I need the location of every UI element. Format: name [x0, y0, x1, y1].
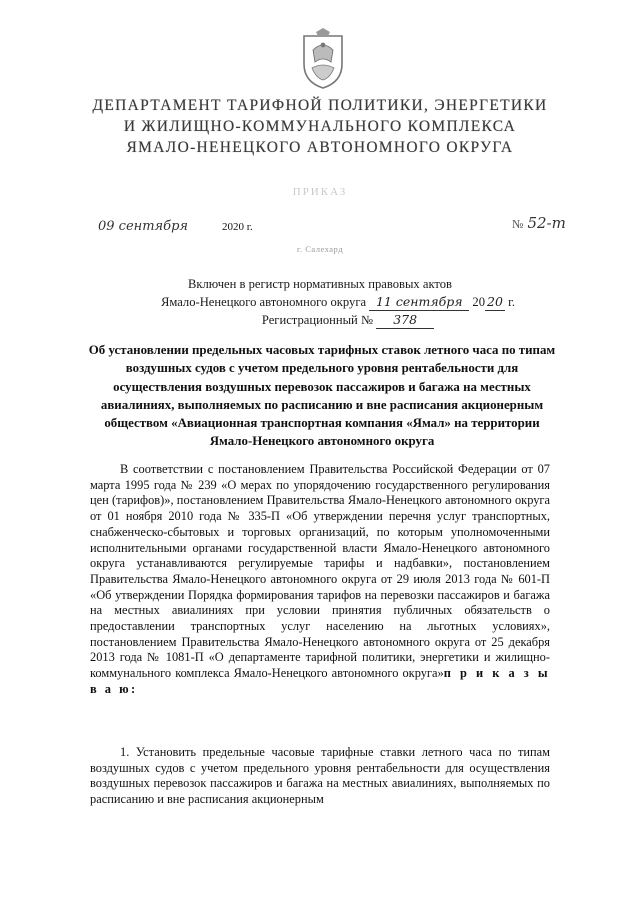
registration-number-label: Регистрационный № — [261, 313, 373, 327]
registration-line-2-text: Ямало-Ненецкого автономного округа — [160, 295, 367, 309]
registration-year-prefix: 20 — [472, 295, 485, 309]
order-number — [512, 214, 566, 232]
org-name-line-3: ЯМАЛО-НЕНЕЦКОГО АВТОНОМНОГО ОКРУГА — [126, 139, 514, 156]
clause-1-paragraph: 1. Установить предельные часовые тарифные ставки летного часа по типам воздушных судов с учетом предельного уровня рентабельности для осуществления воздушных перевозок пассажиров и багажа на местных авиалиниях, выполняемых по расписанию и вне расписания акционерным — [90, 745, 550, 807]
registration-line-2 — [18, 294, 640, 311]
registration-date-handwritten: 11 сентября — [375, 294, 463, 309]
registration-year-suffix: г. — [508, 295, 516, 309]
order-number-handwritten: 52-т — [527, 214, 566, 232]
order-word: п р и к а з ы в а ю: — [90, 666, 550, 696]
order-number-label: № — [512, 217, 524, 231]
registration-number-handwritten: 378 — [393, 312, 418, 327]
document-type: ПРИКАЗ — [292, 186, 348, 198]
order-date — [98, 218, 253, 234]
order-date-handwritten: 09 сентября — [98, 219, 189, 234]
registration-year-handwritten: 20 — [487, 294, 503, 309]
coat-of-arms-emblem — [300, 28, 346, 90]
preamble-paragraph — [90, 462, 550, 698]
document-title: Об установлении предельных часовых тарифных ставок летного часа по типам воздушных судов с учетом предельного уровня рентабельности для осуществления воздушных перевозок пассажиров и багажа на местных авиалиниях, выполняемых по расписанию и вне расписания акционерным обществом «Авиационная транспортная компания «Ямал» на территории Ямало-Ненецкого автономного округа — [88, 343, 556, 449]
preamble-text: В соответствии с постановлением Правительства Российской Федерации от 07 марта 1995 года № 239 «О мерах по упорядочению государственного регулирования цен (тарифов)», постановлением Правительства Ямало-Ненецкого автономного округа от 01 ноября 2010 года № 335-П «Об утверждении перечня услуг транспортных, снабженческо-сбытовых и торговых организаций, по которым уполномоченными исполнительными органами государственной власти Ямало-Ненецкого автономного округа устанавливаются регулируемые тарифы и надбавки», постановлением Правительства Ямало-Ненецкого автономного округа от 29 июля 2013 года № 601-П «Об утверждении Порядка формирования тарифов на перевозки пассажиров и багажа на местных авиалиниях при условии принятия публичных обязательств о предоставлении транспортных услуг населению на льготных условиях», постановлением Правительства Ямало-Ненецкого автономного округа от 25 декабря 2013 года № 1081-П «О департаменте тарифной политики, энергетики и жилищно-коммунального комплекса Ямало-Ненецкого автономного округа» — [90, 462, 550, 681]
city: г. Салехард — [296, 244, 344, 254]
registration-line-1: Включен в регистр нормативных правовых актов — [187, 277, 452, 291]
order-year: 2020 г. — [222, 221, 253, 233]
registration-line-3 — [28, 312, 640, 329]
org-name-line-2: И ЖИЛИЩНО-КОММУНАЛЬНОГО КОМПЛЕКСА — [123, 118, 517, 135]
org-name-line-1: ДЕПАРТАМЕНТ ТАРИФНОЙ ПОЛИТИКИ, ЭНЕРГЕТИКИ — [92, 97, 548, 114]
